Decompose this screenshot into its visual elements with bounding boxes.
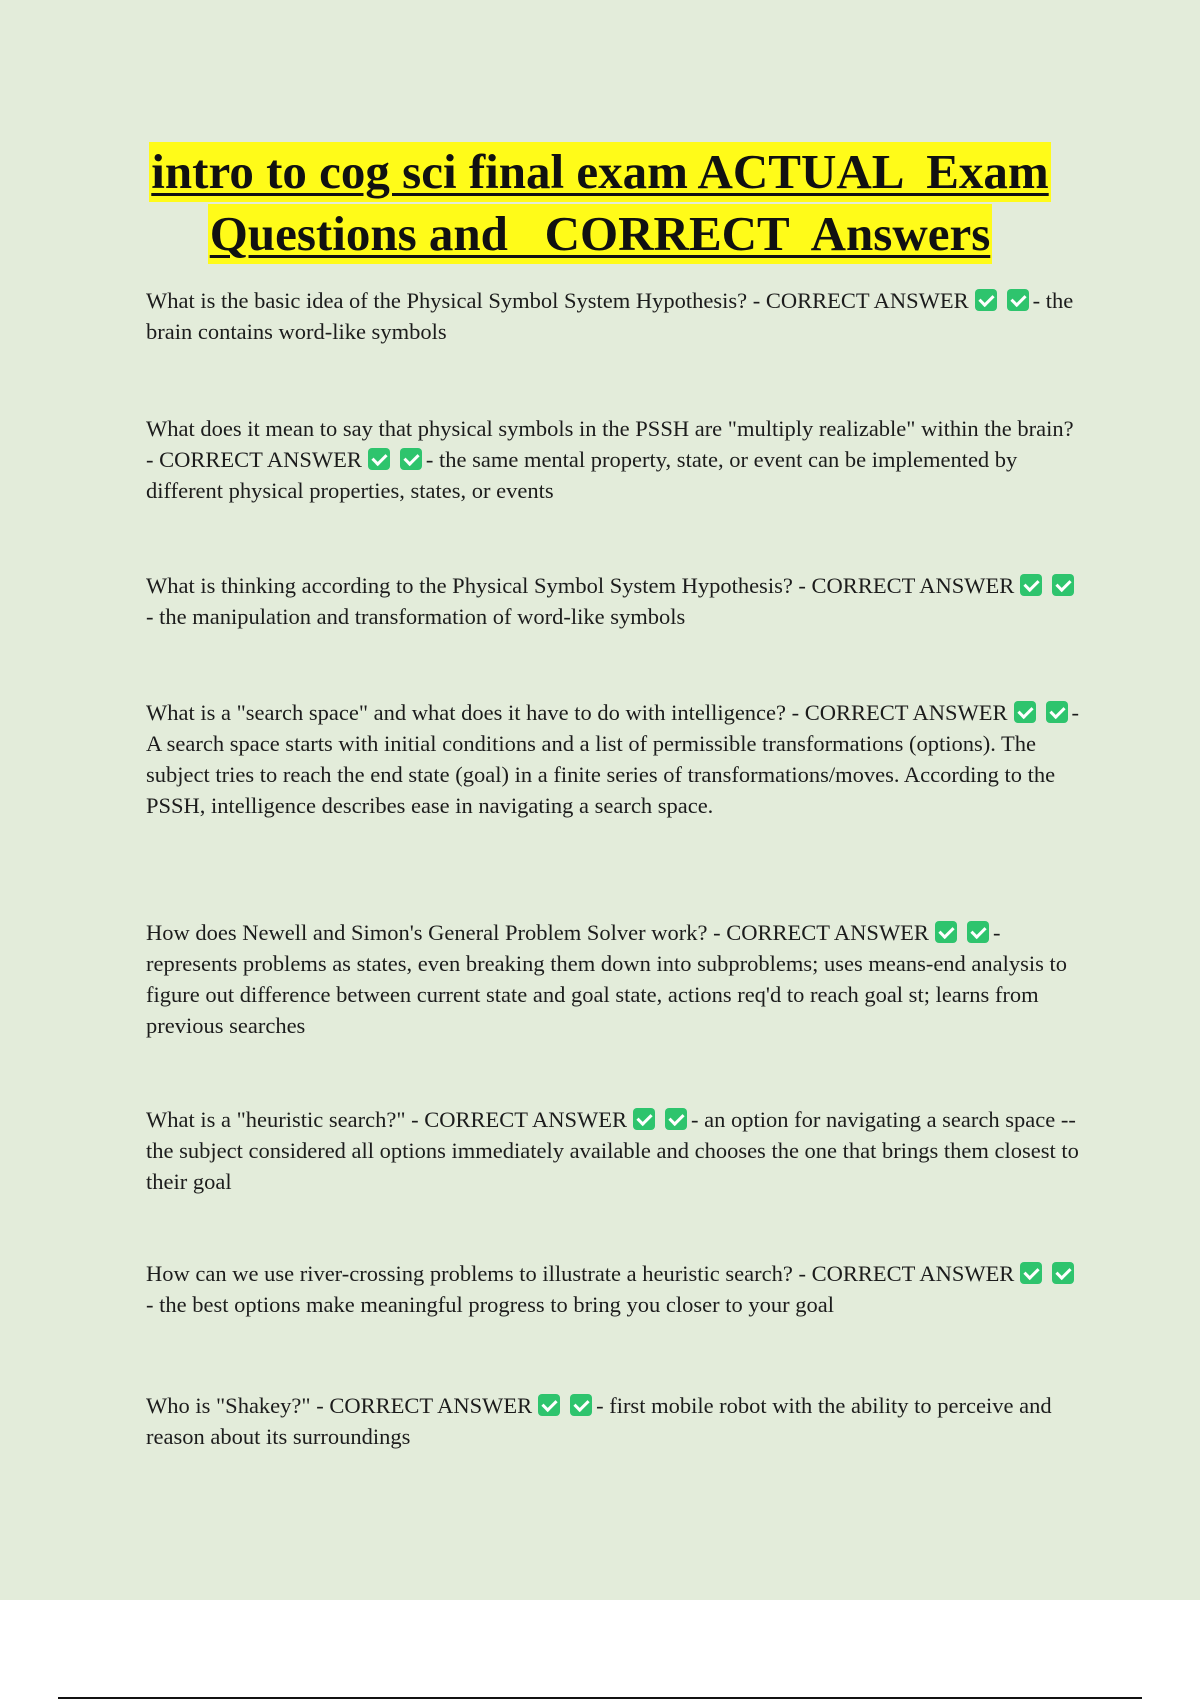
qa-item-4 — [146, 697, 1081, 821]
check-box-icon — [1020, 1262, 1042, 1284]
check-box-icon — [570, 1394, 592, 1416]
qa-item-2 — [146, 413, 1081, 506]
check-box-icon — [1046, 701, 1068, 723]
check-box-icon — [400, 448, 422, 470]
question-text: What is thinking according to the Physical Symbol System Hypothesis? - CORRECT ANSWER — [146, 573, 1015, 598]
check-box-icon — [1014, 701, 1036, 723]
footer-divider — [58, 1697, 1142, 1699]
check-box-icon — [1052, 574, 1074, 596]
question-text: How can we use river-crossing problems to illustrate a heuristic search? - CORRECT ANSWER — [146, 1261, 1015, 1286]
question-text: What is the basic idea of the Physical Symbol System Hypothesis? - CORRECT ANSWER — [146, 288, 969, 313]
question-text: How does Newell and Simon's General Problem Solver work? - CORRECT ANSWER — [146, 920, 929, 945]
qa-item-8 — [146, 1390, 1081, 1452]
qa-item-7 — [146, 1258, 1081, 1320]
qa-item-6 — [146, 1104, 1081, 1197]
answer-text: - represents problems as states, even breaking them down into subproblems; uses means-end analysis to figure out difference between current state and goal state, actions req'd to reach goal st; learns from previous searches — [146, 920, 1068, 1038]
answer-text: - an option for navigating a search space -- the subject considered all options immediately available and chooses the one that brings them closest to their goal — [146, 1107, 1079, 1194]
check-box-icon — [368, 448, 390, 470]
title-line-1: intro to cog sci final exam ACTUAL Exam — [149, 142, 1050, 202]
check-box-icon — [1020, 574, 1042, 596]
answer-text: - A search space starts with initial conditions and a list of permissible transformations (options). The subject tries to reach the end state (goal) in a finite series of transformations/moves. According to the PSSH, intelligence describes ease in navigating a search space. — [146, 700, 1080, 818]
check-box-icon — [1007, 289, 1029, 311]
qa-item-5 — [146, 917, 1081, 1041]
question-text: What does it mean to say that physical symbols in the PSSH are "multiply realizable" within the brain? - CORRECT ANSWER — [146, 416, 1074, 472]
qa-item-1 — [146, 285, 1081, 347]
qa-item-3 — [146, 570, 1081, 632]
check-box-icon — [633, 1108, 655, 1130]
title-line-2: Questions and CORRECT Answers — [208, 204, 993, 264]
document-title — [0, 142, 1200, 264]
question-text: What is a "heuristic search?" - CORRECT ANSWER — [146, 1107, 627, 1132]
answer-text: - the manipulation and transformation of word-like symbols — [146, 604, 686, 629]
question-text: What is a "search space" and what does it have to do with intelligence? - CORRECT ANSWER — [146, 700, 1008, 725]
check-box-icon — [538, 1394, 560, 1416]
answer-text: - the brain contains word-like symbols — [146, 288, 1074, 344]
check-box-icon — [1052, 1262, 1074, 1284]
check-box-icon — [935, 921, 957, 943]
answer-text: - the best options make meaningful progress to bring you closer to your goal — [146, 1292, 834, 1317]
answer-text: - the same mental property, state, or event can be implemented by different physical properties, states, or events — [146, 447, 1018, 503]
check-box-icon — [967, 921, 989, 943]
check-box-icon — [665, 1108, 687, 1130]
question-text: Who is "Shakey?" - CORRECT ANSWER — [146, 1393, 533, 1418]
check-box-icon — [975, 289, 997, 311]
answer-text: - first mobile robot with the ability to perceive and reason about its surroundings — [146, 1393, 1052, 1449]
